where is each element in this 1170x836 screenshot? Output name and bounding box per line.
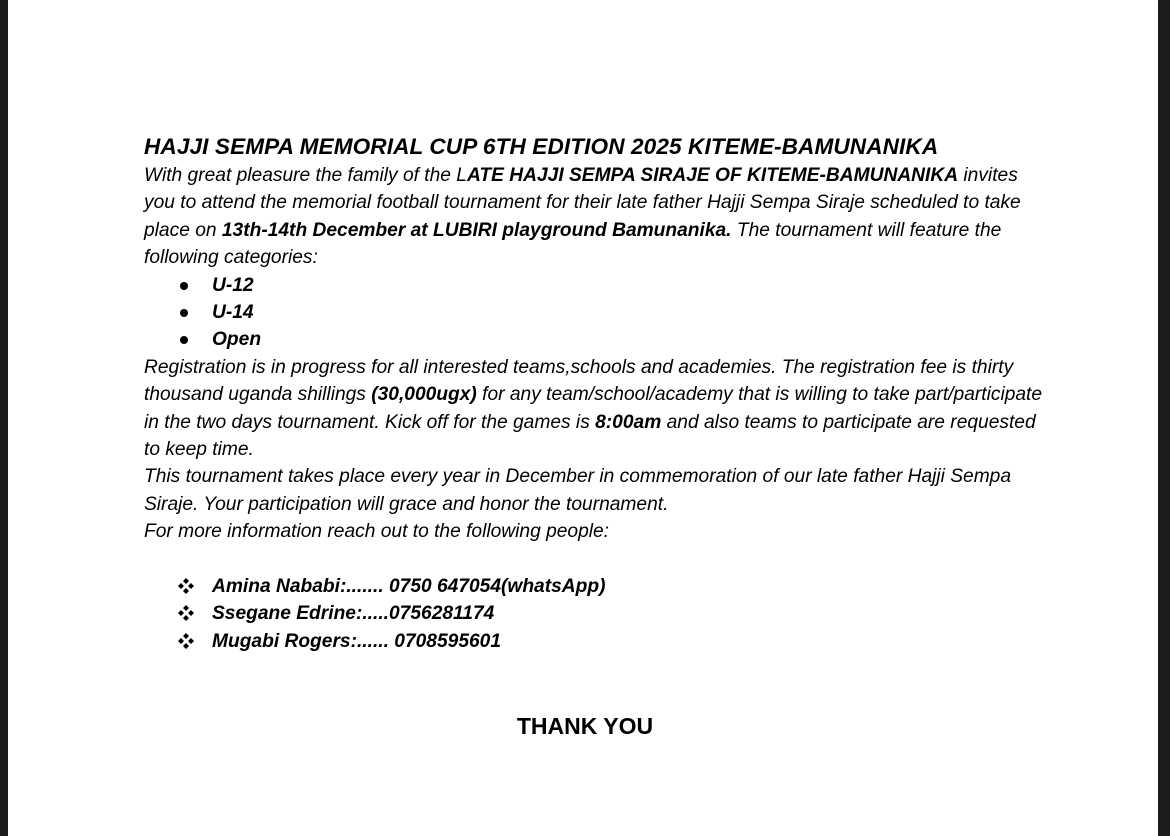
categories-intro: The tournament will feature the following categories: <box>144 219 1002 269</box>
family-name: ATE HAJJI SEMPA SIRAJE OF KITEME-BAMUNANIKA <box>466 165 959 186</box>
annual-note: This tournament takes place every year in December in commemoration of our late father Hajji Sempa Siraje. Your participation will grace and honor the tournament. <box>144 466 1012 515</box>
registration-fee: (30,000ugx) <box>371 384 477 406</box>
four-diamond-icon <box>178 578 194 594</box>
bullet-icon <box>180 309 188 317</box>
list-item: U-14 <box>144 299 1044 326</box>
document-title: HAJJI SEMPA MEMORIAL CUP 6TH EDITION 2025 KITEME-BAMUNANIKA <box>144 134 939 159</box>
intro-lead: With great pleasure the family of the L <box>144 165 467 186</box>
document-page <box>8 0 1158 836</box>
contact-list <box>144 573 1044 655</box>
list-item: U-12 <box>144 272 1044 299</box>
date-venue: 13th-14th December at LUBIRI playground Bamunanika. <box>221 219 732 241</box>
intro-paragraph <box>144 162 1044 272</box>
list-item: Open <box>144 326 1044 353</box>
list-item: Amina Nababi:....... 0750 647054(whatsApp) <box>144 573 1044 600</box>
category-list <box>144 272 1044 354</box>
list-item: Ssegane Edrine:.....0756281174 <box>144 600 1044 627</box>
closing-text: THANK YOU <box>516 713 654 739</box>
registration-paragraph: Registration is in progress for all interested teams,schools and academies. The registration fee is thirty thousand uganda shillings (30,000ugx) for any team/school/academy that is willing to take part/participate in the two days tournament. Kick off for the games is 8:00am and also teams to participate are requested to keep time. <box>144 356 1043 461</box>
bullet-icon <box>180 336 188 344</box>
intro-invite: invites you to attend the memorial football tournament for their late father Hajji Sempa Siraje scheduled to take place on <box>144 165 1021 241</box>
four-diamond-icon <box>178 605 194 621</box>
list-item: Mugabi Rogers:...... 0708595601 <box>144 628 1044 655</box>
four-diamond-icon <box>178 633 194 649</box>
bullet-icon <box>180 282 188 290</box>
kickoff-time: 8:00am <box>595 411 662 433</box>
document-body <box>144 132 1044 655</box>
contact-intro: For more information reach out to the following people: <box>144 521 610 543</box>
